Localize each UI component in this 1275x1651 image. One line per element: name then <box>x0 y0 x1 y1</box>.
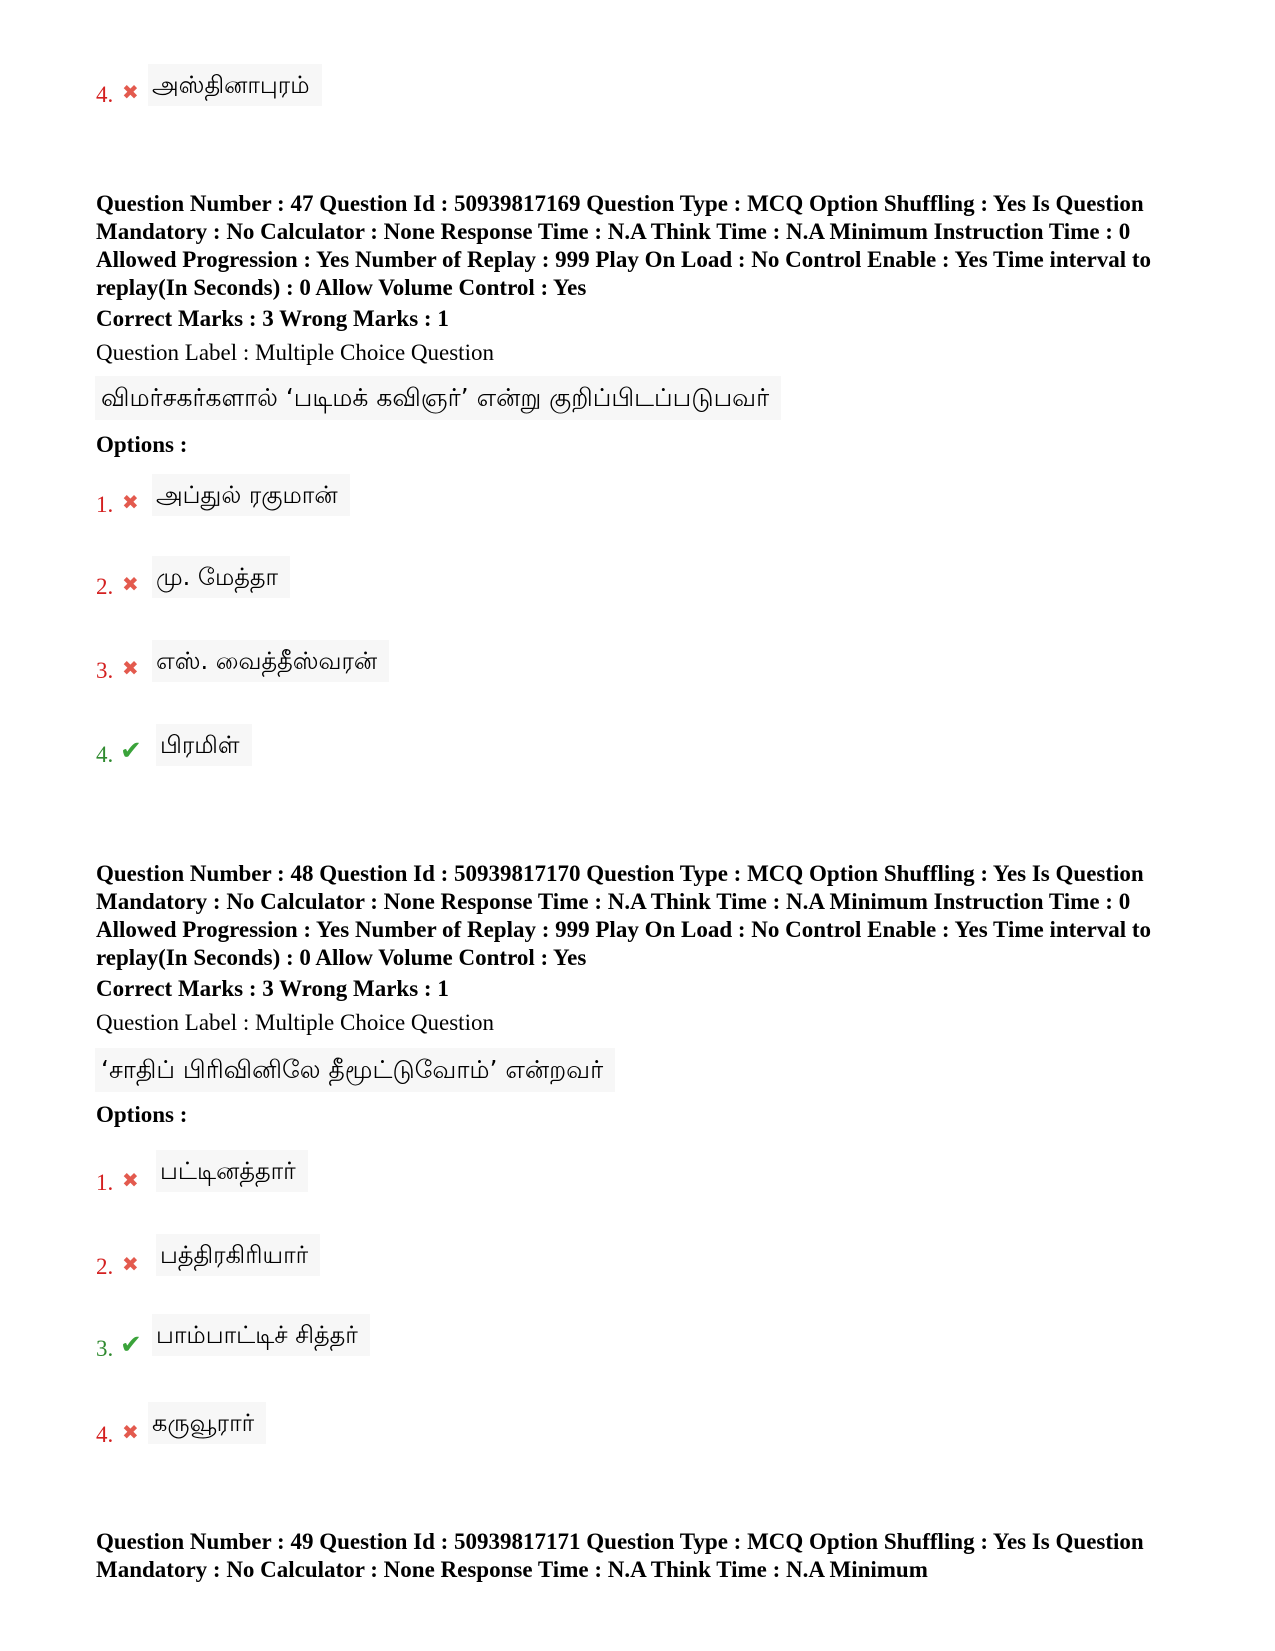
cross-icon: ✖ <box>122 1168 139 1192</box>
option-number: 4. <box>96 1422 114 1447</box>
option-text: பத்திரகிரியார் <box>156 1234 320 1276</box>
question-meta: Question Number : 49 Question Id : 50939817171 Question Type : MCQ Option Shuffling : Yes Is Question Mandatory : No Calculator : None Response Time : N.A Think Time : N.A Minimum <box>96 1529 1144 1582</box>
question-meta: Question Number : 48 Question Id : 50939817170 Question Type : MCQ Option Shuffling : Yes Is Question Mandatory : No Calculator : None Response Time : N.A Think Time : N.A Minimum Instruction Time : 0 Allowed Progression : Yes Number of Replay : 999 Play On Load : No Control Enable : Yes Time interval to replay(In Seconds) : 0 Allow Volume Control : Yes <box>96 861 1152 970</box>
option-text: அப்துல் ரகுமான் <box>152 474 350 516</box>
cross-icon: ✖ <box>122 80 139 104</box>
question-text: ‘சாதிப் பிரிவினிலே தீமூட்டுவோம்’ என்றவர் <box>95 1048 615 1092</box>
option-number: 1. <box>96 1170 114 1195</box>
option-number: 2. <box>96 1254 114 1279</box>
option-text: எஸ். வைத்தீஸ்வரன் <box>152 640 389 682</box>
cross-icon: ✖ <box>122 1252 139 1276</box>
options-heading: Options : <box>96 1102 188 1127</box>
cross-icon: ✖ <box>122 1420 139 1444</box>
option-number: 4. <box>96 742 114 767</box>
option-text: பிரமிள் <box>156 724 252 766</box>
cross-icon: ✖ <box>122 490 139 514</box>
question-label: Question Label : Multiple Choice Question <box>96 340 494 365</box>
cross-icon: ✖ <box>122 656 139 680</box>
option-text: மு. மேத்தா <box>152 556 290 598</box>
option-number: 2. <box>96 574 114 599</box>
option-number: 4. <box>96 82 114 107</box>
check-icon: ✔ <box>120 1330 142 1360</box>
option-text: பாம்பாட்டிச் சித்தர் <box>152 1314 370 1356</box>
option-number: 1. <box>96 492 114 517</box>
check-icon: ✔ <box>120 736 142 766</box>
question-label: Question Label : Multiple Choice Question <box>96 1010 494 1035</box>
cross-icon: ✖ <box>122 572 139 596</box>
option-number: 3. <box>96 1336 114 1361</box>
question-marks: Correct Marks : 3 Wrong Marks : 1 <box>96 306 449 331</box>
question-text: விமர்சகர்களால் ‘படிமக் கவிஞர்’ என்று குறிப்பிடப்படுபவர் <box>95 376 781 420</box>
option-text: கருவூரார் <box>148 1402 266 1444</box>
question-meta: Question Number : 47 Question Id : 50939817169 Question Type : MCQ Option Shuffling : Yes Is Question Mandatory : No Calculator : None Response Time : N.A Think Time : N.A Minimum Instruction Time : 0 Allowed Progression : Yes Number of Replay : 999 Play On Load : No Control Enable : Yes Time interval to replay(In Seconds) : 0 Allow Volume Control : Yes <box>96 191 1152 300</box>
question-marks: Correct Marks : 3 Wrong Marks : 1 <box>96 976 449 1001</box>
option-text: அஸ்தினாபுரம் <box>148 64 322 106</box>
option-number: 3. <box>96 658 114 683</box>
options-heading: Options : <box>96 432 188 457</box>
option-text: பட்டினத்தார் <box>156 1150 308 1192</box>
